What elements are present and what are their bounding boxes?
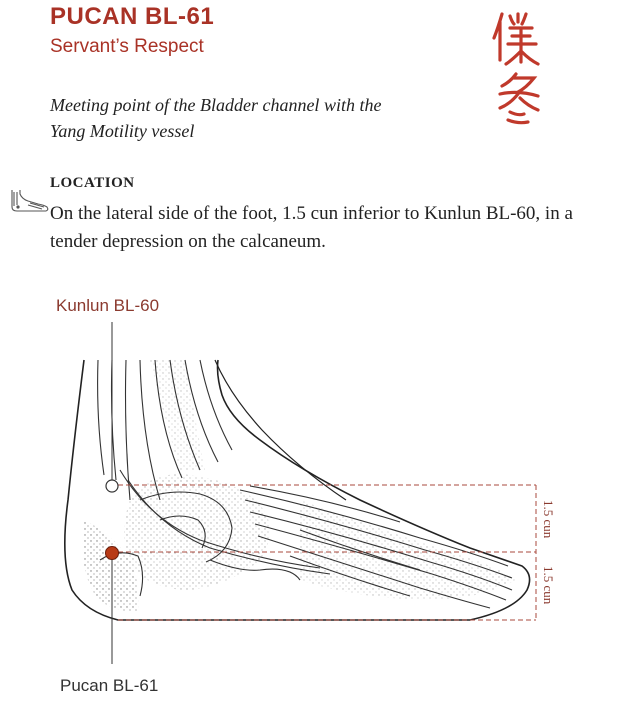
kunlun-point: [106, 480, 118, 492]
description-line-1: Meeting point of the Bladder channel with the: [50, 95, 382, 115]
bone-shading: [83, 360, 516, 612]
measure-upper-label: 1.5 cun: [541, 500, 556, 539]
kunlun-label: Kunlun BL-60: [56, 296, 160, 315]
location-heading: LOCATION: [50, 175, 135, 191]
measure-lower-label: 1.5 cun: [541, 566, 556, 605]
pucan-label: Pucan BL-61: [60, 676, 159, 695]
foot-illustration: [0, 280, 618, 719]
point-description: [50, 92, 470, 144]
foot-location-icon: [8, 188, 50, 214]
location-text: On the lateral side of the foot, 1.5 cun inferior to Kunlun BL-60, in a tender depression on the calcaneum.: [50, 203, 573, 252]
calligraphy-seal: [488, 8, 548, 128]
description-line-2: Yang Motility vessel: [50, 121, 195, 141]
pucan-point: [106, 547, 119, 560]
point-title: PUCAN BL-61: [50, 3, 215, 30]
point-english-name: Servant’s Respect: [50, 36, 204, 57]
